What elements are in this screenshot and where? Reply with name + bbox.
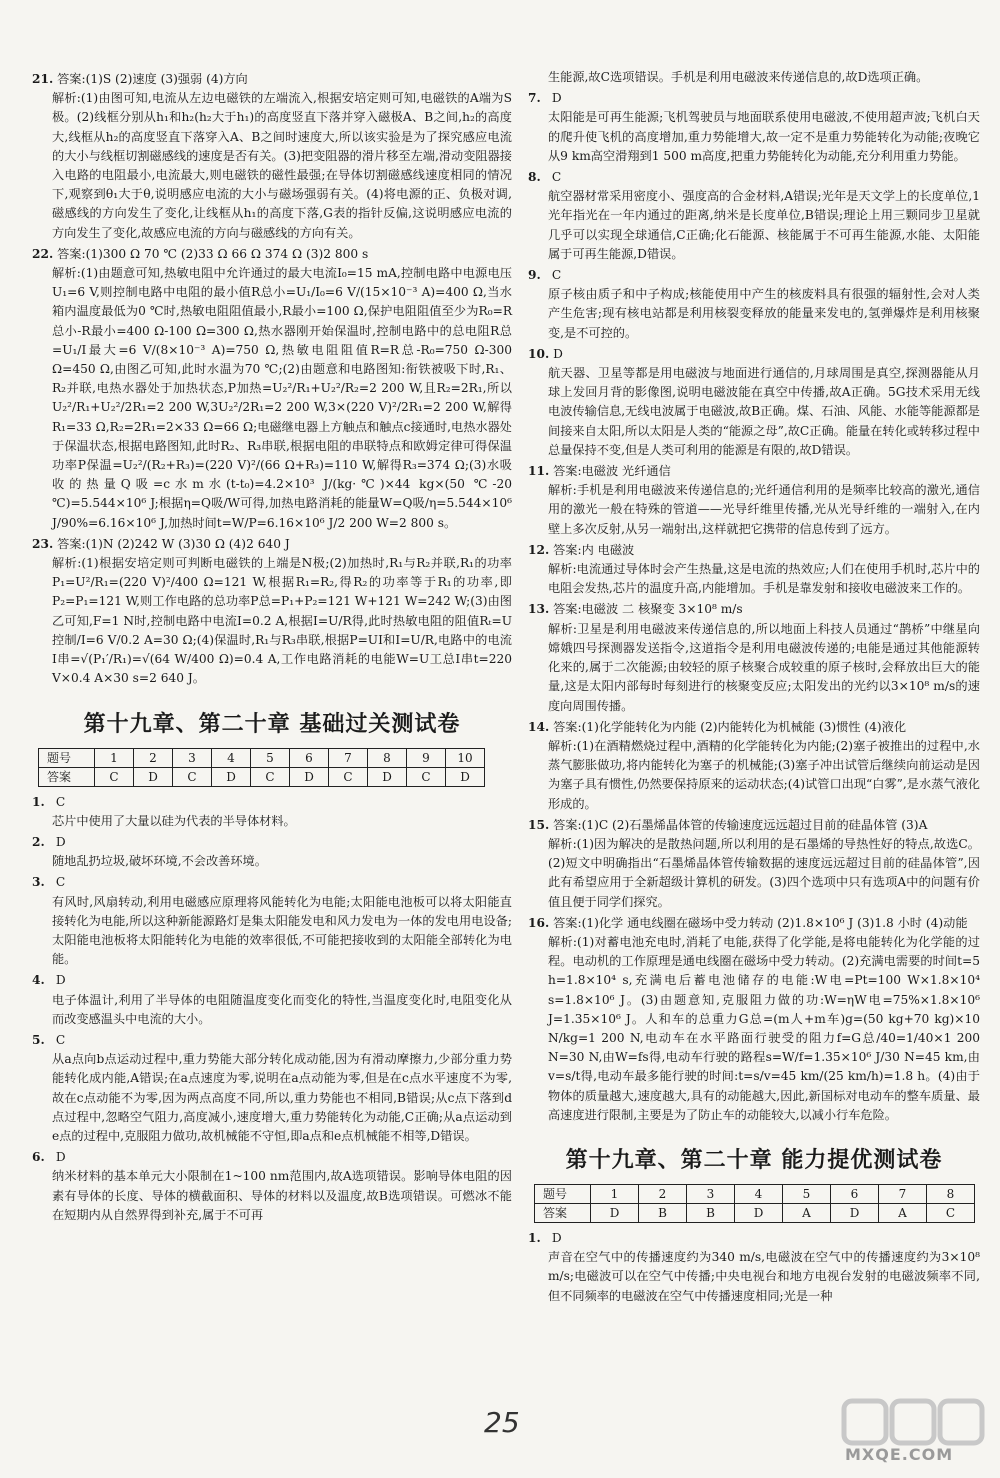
question-number: 11. — [528, 464, 550, 479]
explanation-text: 有风时,风扇转动,利用电磁感应原理将风能转化为电能;太阳能电池板可以将太阳能直接转化为电能,所以这种新能源路灯是集太阳能发电和风力发电为一体的发电用电设备;太阳能电池板将太阳能转化为电能的效率很低,不可能把接收到的太阳能全部转化为电能。 — [52, 894, 512, 967]
question-number-cell: 4 — [212, 748, 251, 767]
answer-entry — [32, 793, 512, 831]
answer-text: D — [55, 1150, 66, 1165]
answer-text: C — [55, 875, 66, 890]
answer-entry — [32, 873, 512, 969]
continuation-text: 生能源,故C选项错误。手机是利用电磁波来传递信息的,故D选项正确。 — [548, 70, 929, 84]
answer-cell: C — [407, 767, 446, 786]
row-label-number: 题号 — [39, 748, 95, 767]
answer-entry — [528, 914, 980, 1125]
question-number-cell: 7 — [879, 1184, 927, 1203]
entry-head — [528, 462, 980, 481]
answer-entry — [32, 535, 512, 689]
answer-cell: B — [639, 1203, 687, 1222]
answer-entry — [32, 245, 512, 533]
entry-head — [528, 541, 980, 560]
explanation-text: 航天器、卫星等都是用电磁波与地面进行通信的,月球周围是真空,探测器能从月球上发回月背的影像图,说明电磁波能在真空中传播,故A正确。5G技术采用无线电波传输信息,无线电波属于电磁波,故B正确。煤、石油、风能、水能等能源都是间接来自太阳,所以太阳是人类的“能源之母”,故C正确。能量在转化或转移过程中总量保持不变,但是人类可利用的能源是有限的,故D错误。 — [548, 366, 980, 457]
answer-entry — [32, 1148, 512, 1225]
left-column — [32, 70, 512, 1227]
answer-entry — [528, 600, 980, 715]
answer-entry — [528, 816, 980, 912]
entry-head — [528, 600, 980, 619]
entry-head — [528, 89, 980, 108]
question-number-cell: 6 — [831, 1184, 879, 1203]
explanation-text: 芯片中使用了大量以硅为代表的半导体材料。 — [52, 813, 296, 828]
answer-table-answers-row — [39, 767, 485, 786]
question-number: 15. — [528, 817, 550, 832]
answer-table-numbers-row — [535, 1184, 975, 1203]
question-number: 5. — [32, 1032, 45, 1047]
question-number: 6. — [32, 1150, 45, 1165]
question-number: 16. — [528, 915, 550, 930]
answer-text: 答案:电磁波 光纤通信 — [553, 464, 671, 479]
question-number: 13. — [528, 602, 550, 617]
answer-entry — [32, 971, 512, 1029]
answer-text: C — [551, 268, 562, 283]
answer-text: D — [55, 834, 66, 849]
page-number: 25 — [484, 1406, 520, 1439]
answer-cell: A — [783, 1203, 831, 1222]
question-number: 8. — [528, 170, 541, 185]
question-number-cell: 5 — [251, 748, 290, 767]
answer-cell: D — [591, 1203, 639, 1222]
basic-test-entries — [32, 793, 512, 1225]
answer-entry — [528, 168, 980, 264]
answer-text: 答案:(1)化学能转化为内能 (2)内能转化为机械能 (3)惯性 (4)液化 — [553, 719, 907, 734]
section-title-advanced-test: 第十九章、第二十章 能力提优测试卷 — [565, 1147, 943, 1173]
answer-text: C — [55, 794, 66, 809]
question-number: 7. — [528, 91, 541, 106]
answer-cell: D — [134, 767, 173, 786]
question-number-cell: 2 — [134, 748, 173, 767]
entry-head — [32, 1031, 512, 1050]
answer-text: D — [553, 346, 563, 361]
explanation-text: 解析:手机是利用电磁波来传递信息的;光纤通信利用的是频率比较高的激光,通信用的激光一般在特殊的管道——光导纤维里传播,光从光导纤维的一端射入,在内壁上多次反射,从另一端射出,这样就把它携带的信息传到了远方。 — [548, 483, 980, 536]
question-number: 2. — [32, 834, 45, 849]
answer-cell: D — [212, 767, 251, 786]
explanation-text: 从a点向b点运动过程中,重力势能大部分转化成动能,因为有滑动摩擦力,少部分重力势能转化成内能,A错误;在a点速度为零,说明在a点动能为零,但是在c点水平速度不为零,故在c点动能不为零,因为两点高度不同,所以,重力势能也不相同,B错误;从c点下落到d点过程中,忽略空气阻力,高度减小,速度增大,重力势能转化为动能,C正确;从a点运动到e点的过程中,克服阻力做功,故机械能不守恒,即a点和e点机械能不相等,D错误。 — [52, 1052, 512, 1143]
question-number-cell: 10 — [446, 748, 485, 767]
answer-entry — [528, 1229, 980, 1306]
explanation-text: 解析:(1)根据安培定则可判断电磁铁的上端是N极;(2)加热时,R₁与R₂并联,R₁的功率P₁=U²/R₁=(220 V)²/400 Ω=121 W,根据R₁=R₂,得R₂的功率等于R₁的功率,即P₂=P₁=121 W,则工作电路的总功率P总=P₁+P₂=121 W+121 W=242 W;(3)由图乙可知,F=1 N时,控制电路中电流I=0.2 A,根据I=U/R得,此时热敏电阻的阻值Rₜ=U控制/I=6 V/0.2 A=30 Ω;(4)保温时,R₁与R₃串联,根据P=UI和I=U/R,电路中的电流I串=√(P₁′/R₁)=√(64 W/400 Ω)=0.4 A,工作电路消耗的电能W=U工总I串t=220 V×0.4 A×30 s=2 640 J。 — [52, 556, 512, 686]
question-number: 22. — [32, 246, 54, 261]
answer-cell: D — [446, 767, 485, 786]
question-number: 14. — [528, 719, 550, 734]
answer-entry — [528, 266, 980, 343]
entry-head — [528, 914, 980, 933]
entry-head — [528, 1229, 980, 1248]
question-number-cell: 1 — [591, 1184, 639, 1203]
explanation-text: 声音在空气中的传播速度约为340 m/s,电磁波在空气中的传播速度约为3×10⁸ m/s;电磁波可以在空气中传播;中央电视台和地方电视台发射的电磁波频率不同,但不同频率的电磁波在空气中传播速度相同;光是一种 — [548, 1250, 980, 1303]
question-number: 3. — [32, 875, 45, 890]
entry-head — [32, 873, 512, 892]
explanation-text: 解析:(1)由图可知,电流从左边电磁铁的左端流入,根据安培定则可知,电磁铁的A端为S极。(2)线框分别从h₁和h₂(h₂大于h₁)的高度竖直下落并穿入磁极A、B之间,h₂的高度大,线框从h₂的高度竖直下落穿入A、B之间时速度大,所以该实验是为了探究感应电流的大小与线框切割磁感线的速度是否有关。(3)把变阻器的滑片移至左端,滑动变阻器接入电路的电阻最小,电流最大,则电磁铁的磁性最强;在导体切割磁感线速度相同的情况下,观察到θ₁大于θ,说明感应电流的大小与磁场强弱有关。(4)将电源的正、负极对调,磁感线的方向发生了变化,让线框从h₁的高度下落,G表的指针反偏,这说明感应电流的方向发生了变化,故感应电流的方向与磁感线的方向有关。 — [52, 91, 512, 240]
entry-head — [528, 345, 980, 364]
question-number-cell: 4 — [735, 1184, 783, 1203]
answer-entry — [32, 1031, 512, 1146]
question-number-cell: 9 — [407, 748, 446, 767]
question-number: 9. — [528, 268, 541, 283]
advanced-test-entries — [528, 1229, 980, 1306]
answer-cell: C — [251, 767, 290, 786]
question-number: 23. — [32, 536, 54, 551]
answer-table-basic — [38, 748, 485, 787]
row-label-answer: 答案 — [535, 1203, 591, 1222]
answer-text: C — [55, 1032, 66, 1047]
answer-text: 答案:(1)N (2)242 W (3)30 Ω (4)2 640 J — [57, 536, 290, 551]
entry-head — [528, 718, 980, 737]
entry-head — [32, 971, 512, 990]
entry-head — [32, 70, 512, 89]
answer-text: 答案:(1)300 Ω 70 ℃ (2)33 Ω 66 Ω 374 Ω (3)2 800 s — [57, 246, 369, 261]
explanation-text: 解析:(1)对蓄电池充电时,消耗了电能,获得了化学能,是将电能转化为化学能的过程。电动机的工作原理是通电线圈在磁场中受力转动。(2)充满电需要的时间t=5 h=1.8×10⁴ s,充满电后蓄电池储存的电能:W电=Pt=100 W×1.8×10⁴ s=1.8×10⁶ J。(3)由题意知,克服阻力做的功:W=ηW电=75%×1.8×10⁶ J=1.35×10⁶ J。人和车的总重力G总=(m人+m车)g=(50 kg+70 kg)×10 N/kg=1 200 N,电动车在水平路面行驶受的阻力f=G总/40=1/40×1 200 N=30 N,由W=fs得,电动车行驶的路程s=W/f=1.35×10⁶ J/30 N=45 km,由v=s/t得,电动车最多能行驶的时间:t=s/v=45 km/(25 km/h)=1.8 h。(4)由于物体的质量越大,速度越大,具有的动能越大,因此,新国标对电动车的整车质量、最高速度进行限制,主要是为了防止车的动能较大,以减小行车危险。 — [548, 934, 980, 1122]
section-title-basic-test: 第十九章、第二十章 基础过关测试卷 — [83, 711, 461, 737]
explanation-text: 随地乱扔垃圾,破坏环境,不会改善环境。 — [52, 854, 267, 869]
answer-cell: C — [927, 1203, 975, 1222]
answer-entry — [528, 462, 980, 539]
answer-table-advanced — [534, 1184, 975, 1223]
question-number-cell: 5 — [783, 1184, 831, 1203]
answer-cell: D — [290, 767, 329, 786]
question-number: 4. — [32, 973, 45, 988]
explanation-text: 解析:电流通过导体时会产生热量,这是电流的热效应;人们在使用手机时,芯片中的电阻会发热,芯片的温度升高,内能增加。手机是靠发射和接收电磁波来工作的。 — [548, 562, 980, 596]
answer-cell: D — [735, 1203, 783, 1222]
answer-text: D — [551, 91, 562, 106]
question-number: 10. — [528, 346, 550, 361]
answer-table-numbers-row — [39, 748, 485, 767]
question-number-cell: 1 — [95, 748, 134, 767]
answer-cell: C — [95, 767, 134, 786]
explanation-text: 电子体温计,利用了半导体的电阻随温度变化而变化的特性,当温度变化时,电阻变化从而改变感温头中电流的大小。 — [52, 992, 512, 1026]
row-label-answer: 答案 — [39, 767, 95, 786]
explanation-text: 太阳能是可再生能源;飞机驾驶员与地面联系使用电磁波,不使用超声波;飞机白天的爬升使飞机的高度增加,重力势能增大,故一定不是重力势能转化为动能;夜晚它从9 km高空滑翔到1 500 m高度,把重力势能转化为动能,充分利用重力势能。 — [548, 110, 980, 163]
question-number-cell: 8 — [368, 748, 407, 767]
answer-entry — [528, 89, 980, 166]
entry-head — [528, 816, 980, 835]
answer-cell: C — [329, 767, 368, 786]
answer-text: 答案:(1)化学 通电线圈在磁场中受力转动 (2)1.8×10⁶ J (3)1.8 小时 (4)动能 — [553, 915, 968, 930]
entry-head — [32, 1148, 512, 1167]
explanation-text: 解析:(1)在酒精燃烧过程中,酒精的化学能转化为内能;(2)塞子被推出的过程中,水蒸气膨胀做功,将内能转化为塞子的机械能;(3)塞子冲出试管后继续向前运动是因为塞子具有惯性,仍然要保持原来的运动状态;(4)试管口出现“白雾”,是水蒸气液化形成的。 — [548, 738, 980, 811]
answer-cell: D — [368, 767, 407, 786]
left-entries — [32, 70, 512, 689]
question-number: 21. — [32, 72, 54, 86]
answer-entry — [528, 345, 980, 460]
explanation-text: 纳米材料的基本单元大小限制在1~100 nm范围内,故A选项错误。影响导体电阻的因素有导体的长度、导体的横截面积、导体的材料以及温度,故B选项错误。可燃冰不能在短期内从自然界得到补充,属于不可再 — [52, 1169, 512, 1222]
row-label-number: 题号 — [535, 1184, 591, 1203]
explanation-text: 解析:(1)由题意可知,热敏电阻中允许通过的最大电流I₀=15 mA,控制电路中电源电压U₁=6 V,则控制电路中电阻的最小值R总小=U₁/I₀=6 V/(15×10⁻³ A)=400 Ω,当水箱内温度最低为0 ℃时,热敏电阻阻值最小,R最小=100 Ω,保护电阻阻值至少为R₀=R总小-R最小=400 Ω-100 Ω=300 Ω,热水器刚开始保温时,控制电路中的总电阻R总=U₁/I最大=6 V/(8×10⁻³ A)=750 Ω,热敏电阻阻值R=R总-R₀=750 Ω-300 Ω=450 Ω,由图乙可知,此时水温为70 ℃;(2)由题意和电路图知:衔铁被吸下时,R₁、R₂并联,电热水器处于加热状态,P加热=U₂²/R₁+U₂²/R₂=2 200 W,且R₂=2R₁,所以U₂²/R₁+U₂²/2R₁=2 200 W,3U₂²/2R₁=2 200 W,3×(220 V)²/2R₁=2 200 W,解得R₁=33 Ω,R₂=2R₁=2×33 Ω=66 Ω;电磁继电器上方触点和触点c接通时,电热水器处于保温状态,根据电路图知,此时R₂、R₃串联,根据电阻的串联特点和欧姆定律可得保温功率P保温=U₂²/(R₂+R₃)=(220 V)²/(66 Ω+R₃)=110 W,解得R₃=374 Ω;(3)水吸收的热量Q吸=c水m水(t-t₀)=4.2×10³ J/(kg·℃)×44 kg×(50 ℃-20 ℃)=5.544×10⁶ J;根据η=Q吸/W可得,加热电路消耗的能量W=Q吸/η=5.544×10⁶ J/90%=6.16×10⁶ J,加热时间t=W/P=6.16×10⁶ J/2 200 W=2 800 s。 — [52, 266, 512, 530]
answer-entry — [32, 70, 512, 243]
question-number: 12. — [528, 542, 550, 557]
answer-cell: D — [831, 1203, 879, 1222]
answer-cell: B — [687, 1203, 735, 1222]
answer-table-answers-row — [535, 1203, 975, 1222]
question-number-cell: 6 — [290, 748, 329, 767]
entry-head — [32, 793, 512, 812]
question-number-cell: 7 — [329, 748, 368, 767]
question-number-cell: 3 — [173, 748, 212, 767]
explanation-text: 解析:(1)因为解决的是散热问题,所以利用的是石墨烯的导热性好的特点,故选C。(2)短文中明确指出“石墨烯晶体管传输数据的速度远远超过目前的硅晶体管”,因此有希望应用于全新超级计算机的研发。(3)四个选项中只有选项A中的问题有价值且便于同学们探究。 — [548, 836, 980, 909]
entry-head — [32, 833, 512, 852]
explanation-text: 原子核由质子和中子构成;核能使用中产生的核废料具有很强的辐射性,会对人类产生危害;现有核电站都是利用核裂变释放的能量来发电的,氢弹爆炸是利用核聚变,是不可控的。 — [548, 287, 980, 340]
answer-text: D — [55, 973, 66, 988]
question-number-cell: 2 — [639, 1184, 687, 1203]
answer-text: C — [551, 170, 562, 185]
answer-text: D — [551, 1230, 562, 1245]
answer-text: 答案:(1)S (2)速度 (3)强弱 (4)方向 — [57, 72, 248, 86]
question-number-cell: 3 — [687, 1184, 735, 1203]
entry-head — [32, 245, 512, 264]
answer-cell: C — [173, 767, 212, 786]
question-number: 1. — [32, 794, 45, 809]
question-number-cell: 8 — [927, 1184, 975, 1203]
entry-head — [32, 535, 512, 554]
answer-text: 答案:内 电磁波 — [553, 542, 635, 557]
right-entries — [528, 89, 980, 1125]
explanation-text: 解析:卫星是利用电磁波来传递信息的,所以地面上科技人员通过“鹊桥”中继星向嫦娥四号探测器发送指令,这道指令是利用电磁波传递的;电能是通过其他能源转化来的,属于二次能源;由较轻的原子核聚合成较重的原子核时,会释放出巨大的能量,这是太阳内部每时每刻进行的核聚变反应;太阳发出的光约以3×10⁸ m/s的速度向周围传播。 — [548, 621, 980, 713]
watermark-text: MXQE.COM — [845, 1445, 954, 1464]
answer-cell: A — [879, 1203, 927, 1222]
answer-entry — [528, 718, 980, 814]
question-number: 1. — [528, 1230, 541, 1245]
right-column — [528, 68, 980, 1308]
entry-head — [528, 168, 980, 187]
explanation-text: 航空器材常采用密度小、强度高的合金材料,A错误;光年是天文学上的长度单位,1光年指光在一年内通过的距离,纳米是长度单位,B错误;理论上用三颗同步卫星就几乎可以实现全球通信,C正确;化石能源、核能属于不可再生能源,水能、太阳能属于可再生能源,D错误。 — [548, 189, 980, 261]
answer-text: 答案:(1)C (2)石墨烯晶体管的传输速度远远超过目前的硅晶体管 (3)A — [553, 817, 928, 832]
answer-text: 答案:电磁波 二 核聚变 3×10⁸ m/s — [553, 602, 743, 617]
answer-entry — [32, 833, 512, 871]
answer-entry — [528, 541, 980, 599]
entry-head — [528, 266, 980, 285]
